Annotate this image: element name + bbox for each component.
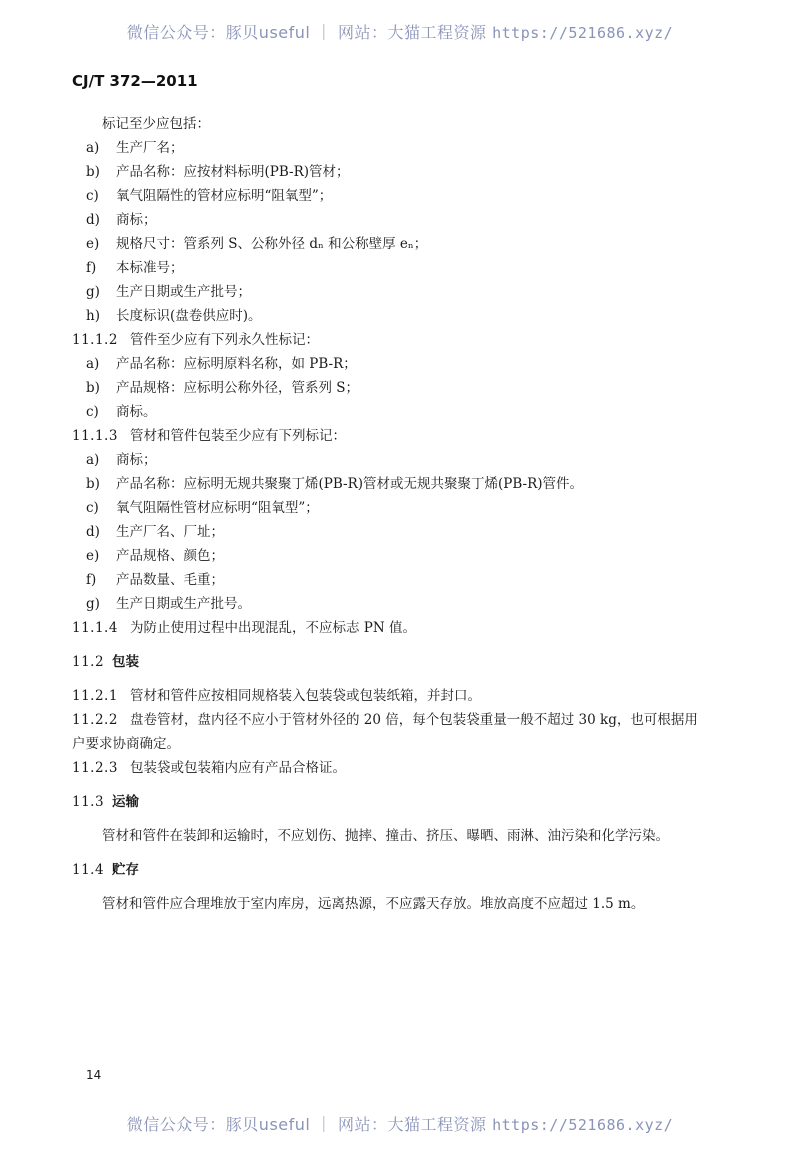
list-item: g) 生产日期或生产批号； bbox=[86, 284, 251, 300]
section-11-3-text: 管材和管件在装卸和运输时，不应划伤、抛摔、撞击、挤压、曝晒、雨淋、油污染和化学污染。 bbox=[102, 828, 669, 844]
standard-code: CJ/T 372—2011 bbox=[72, 72, 198, 90]
clause-11-2-2: 11.2.2 盘卷管材，盘内径不应小于管材外径的 20 倍，每个包装袋重量一般不超过 30 kg，也可根据用 bbox=[72, 712, 698, 728]
list-item: d) 商标； bbox=[86, 212, 157, 228]
list-item: a) 生产厂名； bbox=[86, 140, 184, 156]
watermark-url[interactable]: https://521686.xyz/ bbox=[492, 24, 674, 42]
list-item: d) 生产厂名、厂址； bbox=[86, 524, 224, 540]
list-item: c) 氧气阻隔性管材应标明“阻氧型”； bbox=[86, 500, 319, 516]
section-11-4-text: 管材和管件应合理堆放于室内库房，远离热源，不应露天存放。堆放高度不应超过 1.5 m。 bbox=[102, 896, 645, 912]
list-item: c) 商标。 bbox=[86, 404, 157, 420]
section-heading-11-2: 11.2 包装 bbox=[72, 654, 139, 670]
clause-11-1-3: 11.1.3 管材和管件包装至少应有下列标记： bbox=[72, 428, 346, 444]
page-number: 14 bbox=[86, 1068, 102, 1082]
clause-11-2-1: 11.2.1 管材和管件应按相同规格装入包装袋或包装纸箱，并封口。 bbox=[72, 688, 481, 704]
marking-list bbox=[72, 136, 732, 328]
watermark-bottom bbox=[0, 1112, 800, 1135]
list-item: g) 生产日期或生产批号。 bbox=[86, 596, 251, 612]
section-heading-11-4: 11.4 贮存 bbox=[72, 862, 139, 878]
section-heading-11-3: 11.3 运输 bbox=[72, 794, 139, 810]
watermark-label: 微信公众号：豚贝useful ｜ 网站：大猫工程资源 bbox=[126, 1115, 493, 1134]
clause-11-1-4: 11.1.4 为防止使用过程中出现混乱，不应标志 PN 值。 bbox=[72, 620, 416, 636]
list-item: a) 商标； bbox=[86, 452, 157, 468]
list-item: f) 产品数量、毛重； bbox=[86, 572, 224, 588]
clause-11-2-2-continuation: 户要求协商确定。 bbox=[72, 736, 180, 752]
list-item: e) 规格尺寸：管系列 S、公称外径 dₙ 和公称壁厚 eₙ； bbox=[86, 236, 428, 252]
clause-11-2-3: 11.2.3 包装袋或包装箱内应有产品合格证。 bbox=[72, 760, 346, 776]
list-item: b) 产品名称：应标明无规共聚聚丁烯(PB-R)管材或无规共聚聚丁烯(PB-R)管件。 bbox=[86, 476, 584, 492]
clause-11-1-2: 11.1.2 管件至少应有下列永久性标记： bbox=[72, 332, 319, 348]
list-item: b) 产品规格：应标明公称外径，管系列 S； bbox=[86, 380, 360, 396]
document-body bbox=[72, 112, 732, 916]
watermark-top bbox=[0, 20, 800, 43]
list-item: f) 本标准号； bbox=[86, 260, 184, 276]
marking-intro: 标记至少应包括： bbox=[102, 116, 210, 132]
list-item: c) 氧气阻隔性的管材应标明“阻氧型”； bbox=[86, 188, 333, 204]
watermark-label: 微信公众号：豚贝useful ｜ 网站：大猫工程资源 bbox=[126, 23, 493, 42]
list-item: a) 产品名称：应标明原料名称，如 PB-R； bbox=[86, 356, 357, 372]
list-item: e) 产品规格、颜色； bbox=[86, 548, 224, 564]
list-item: h) 长度标识(盘卷供应时)。 bbox=[86, 308, 262, 324]
list-item: b) 产品名称：应按材料标明(PB-R)管材； bbox=[86, 164, 350, 180]
watermark-url[interactable]: https://521686.xyz/ bbox=[492, 1116, 674, 1134]
